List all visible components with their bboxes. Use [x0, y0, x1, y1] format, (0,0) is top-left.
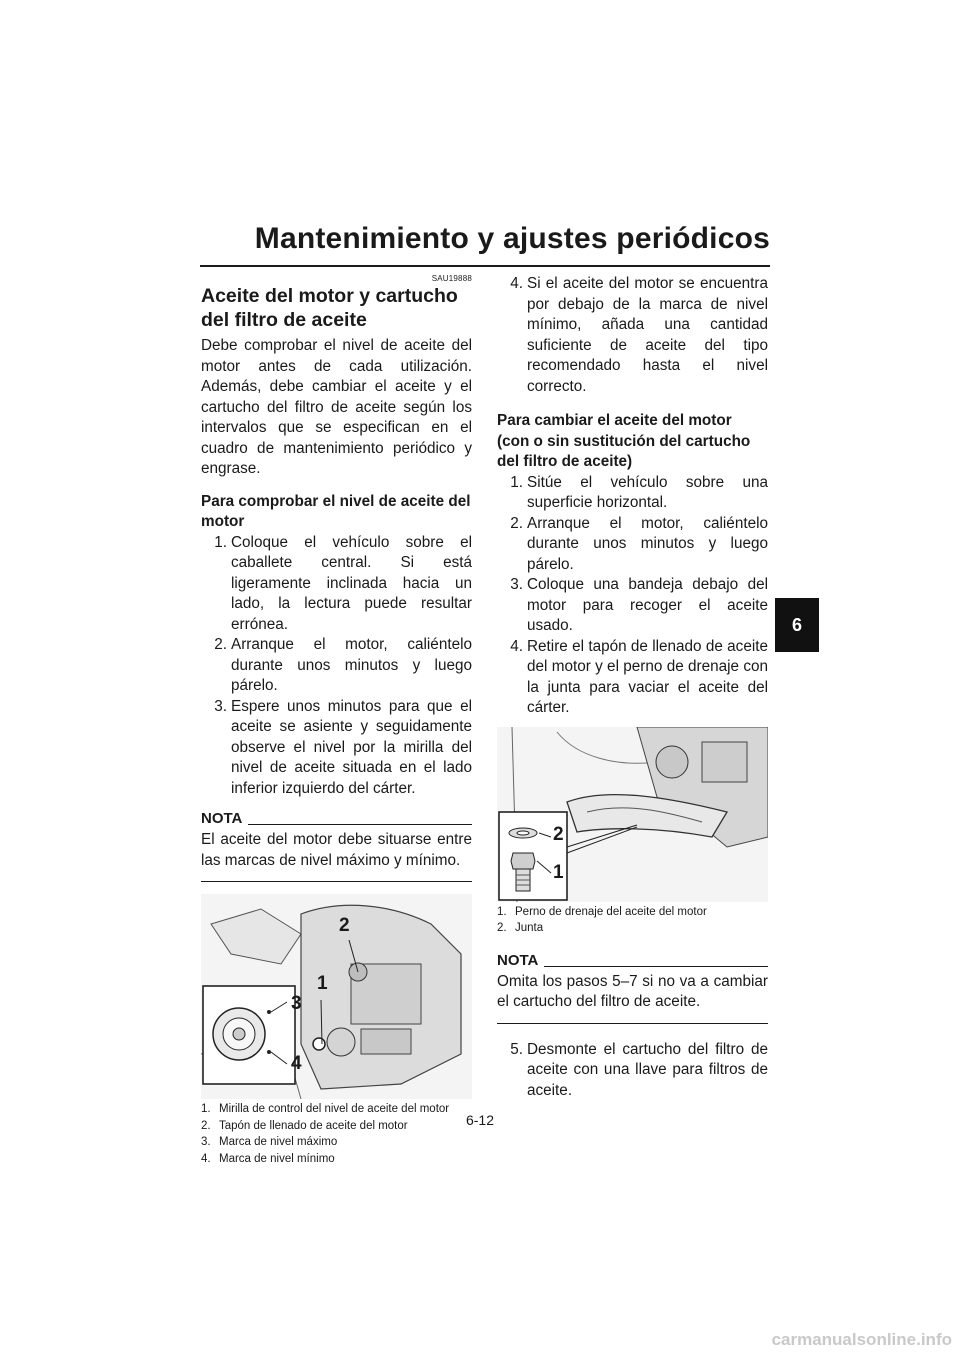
- change-step-5: [497, 1040, 768, 1102]
- callout-1: 1: [553, 861, 564, 883]
- callout-2: 2: [553, 823, 564, 845]
- drain-bolt-figure: [497, 727, 768, 902]
- check-step-4: [497, 274, 768, 397]
- callout-2: 2: [339, 915, 350, 936]
- note-box: [497, 953, 768, 1024]
- chapter-tab: 6: [775, 598, 819, 652]
- note-label: NOTA: [497, 951, 539, 969]
- list-item: 1. Coloque el vehículo sobre el caballete central. Si está ligeramente inclinada hacia un lado, la lectura puede resultar errónea.: [214, 533, 472, 633]
- left-column: [201, 270, 472, 1167]
- callout-3: 3: [291, 993, 302, 1014]
- page-number: 6-12: [465, 1112, 495, 1128]
- right-column: [497, 274, 768, 1101]
- check-heading: Para comprobar el nivel de aceite del motor: [201, 492, 471, 530]
- section-heading: Aceite del motor y cartucho del filtro de aceite: [201, 285, 458, 331]
- watermark: carmanualsonline.info: [771, 1330, 952, 1349]
- oil-level-figure: [201, 894, 472, 1099]
- header-rule: [200, 265, 770, 267]
- engine-illustration: [201, 894, 472, 1099]
- callout-4: 4: [291, 1053, 302, 1074]
- callout-1: 1: [317, 973, 328, 994]
- figure-captions: [201, 1101, 472, 1167]
- note-label: NOTA: [201, 810, 243, 827]
- intro-paragraph: Debe comprobar el nivel de aceite del motor antes de cada utilización. Además, debe cambiar el aceite y el cartucho del filtro de aceite según los intervalos que se especifican en el cuadro de mantenimiento periódico y engrase.: [201, 337, 472, 477]
- caption: 1. Mirilla de control del nivel de aceite del motor: [201, 1103, 450, 1115]
- drain-illustration: [497, 727, 768, 902]
- note-box: [201, 811, 472, 882]
- caption: 3. Marca de nivel máximo: [201, 1136, 338, 1148]
- note-text: Omita los pasos 5–7 si no va a cambiar el cartucho del filtro de aceite.: [497, 972, 768, 1010]
- list-item: 4. Retire el tapón de llenado de aceite del motor y el perno de drenaje con la junta para vaciar el aceite del cárter.: [510, 637, 768, 716]
- list-item: 1. Sitúe el vehículo sobre una superficie horizontal.: [510, 473, 768, 511]
- section-code: SAU19888: [431, 274, 472, 283]
- check-steps: [201, 533, 472, 800]
- caption: 2. Tapón de llenado de aceite del motor: [201, 1119, 408, 1132]
- list-item: 3. Coloque una bandeja debajo del motor para recoger el aceite usado.: [510, 576, 768, 634]
- list-item: 2. Arranque el motor, caliéntelo durante unos minutos y luego párelo.: [214, 636, 472, 694]
- list-item: 5. Desmonte el cartucho del filtro de aceite con una llave para filtros de aceite.: [510, 1040, 768, 1099]
- caption: 2. Junta: [497, 922, 544, 934]
- figure-captions: [497, 904, 768, 937]
- list-item: 2. Arranque el motor, caliéntelo durante unos minutos y luego párelo.: [510, 514, 768, 573]
- page-title: Mantenimiento y ajustes periódicos: [254, 222, 770, 255]
- list-item: 4. Si el aceite del motor se encuentra por debajo de la marca de nivel mínimo, añada una cantidad suficiente de aceite del tipo recomendado hasta el nivel correcto.: [510, 275, 768, 395]
- change-steps: [497, 473, 768, 719]
- caption: 1. Perno de drenaje del aceite del motor: [497, 905, 707, 918]
- caption: 4. Marca de nivel mínimo: [201, 1152, 335, 1165]
- note-text: El aceite del motor debe situarse entre las marcas de nivel máximo y mínimo.: [201, 831, 472, 869]
- list-item: 3. Espere unos minutos para que el aceite se asiente y seguidamente observe el nivel por la mirilla del nivel de aceite situada en el lado inferior izquierdo del cárter.: [214, 697, 472, 797]
- change-heading: Para cambiar el aceite del motor (con o sin sustitución del cartucho del filtro de aceite): [497, 412, 751, 470]
